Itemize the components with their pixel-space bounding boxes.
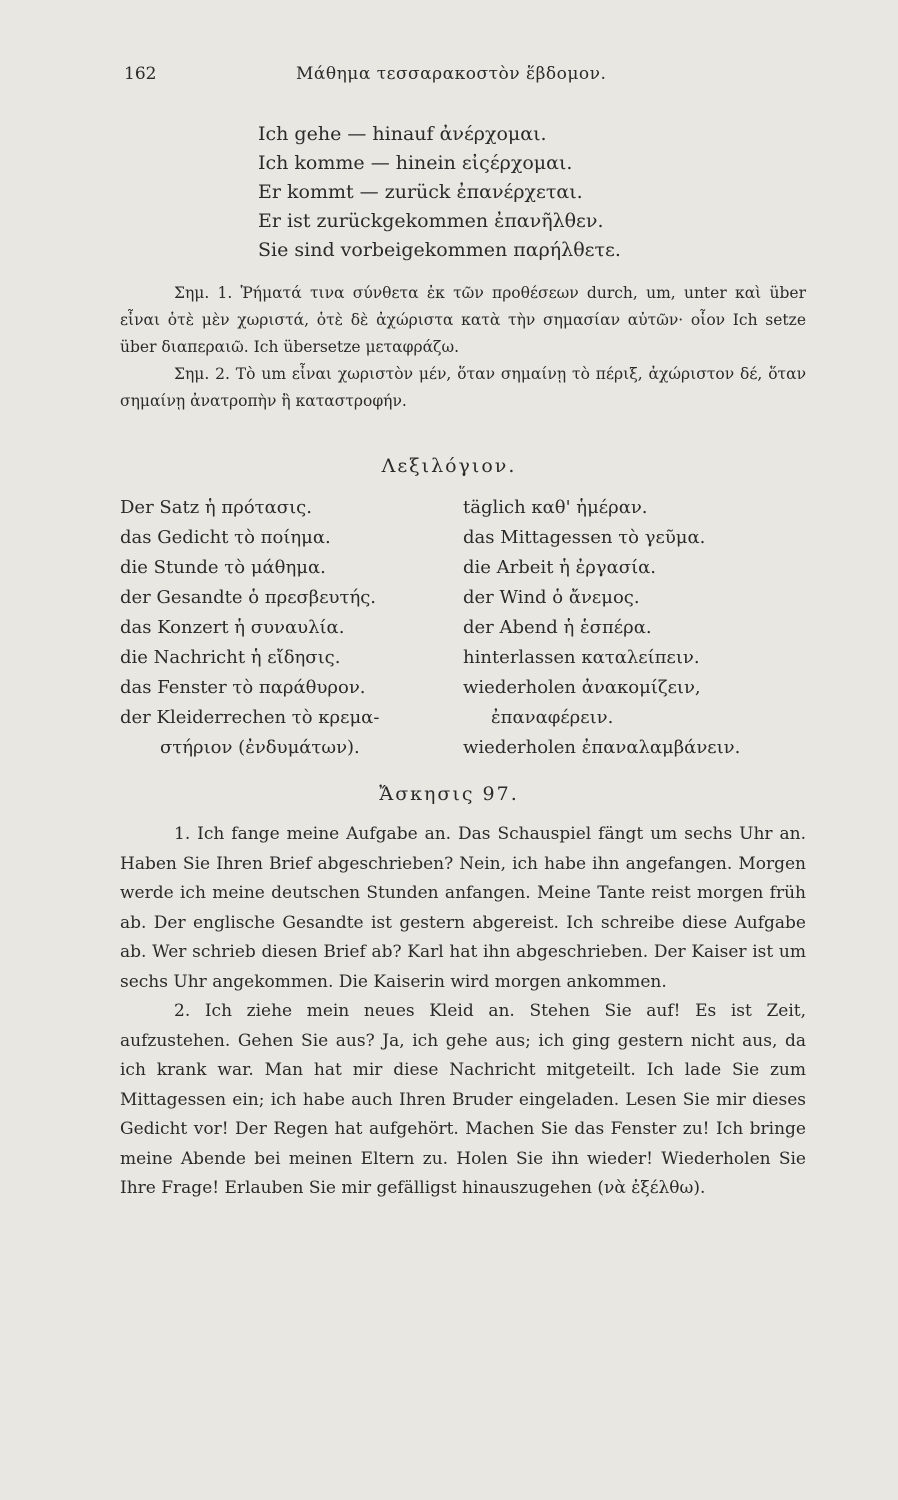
running-title: Μάθημα τεσσαρακοστὸν ἕβδομον. (296, 64, 607, 84)
note-2: Σημ. 2. Τὸ um εἶναι χωριστὸν μέν, ὅταν σημαίνῃ τὸ πέριξ, ἀχώριστον δέ, ὅταν σημαίνῃ ἀνατροπὴν ἢ καταστροφήν. (120, 365, 806, 410)
verb-examples (258, 120, 806, 265)
vocab-entry: hinterlassen καταλείπειν. (463, 647, 700, 668)
vocab-entry: wiederholen ἀνακομίζειν, (463, 677, 701, 698)
vocab-entry: wiederholen ἐπαναλαμβάνειν. (463, 737, 741, 758)
vocab-entry: das Gedicht τὸ ποίημα. (120, 527, 331, 548)
lexicon-heading: Λεξιλόγιον. (381, 455, 517, 477)
vocab-entry: der Gesandte ὁ πρεσβευτής. (120, 587, 377, 608)
vocab-entry: der Wind ὁ ἄνεμος. (463, 587, 640, 608)
verb-example: Ich gehe — hinauf ἀνέρχομαι. (258, 123, 547, 145)
vocab-entry: die Nachricht ἡ εἴδησις. (120, 647, 341, 668)
vocab-entry: der Abend ἡ ἑσπέρα. (463, 617, 652, 638)
vocabulary-column-right (463, 493, 806, 763)
exercise-text (120, 820, 806, 1204)
vocab-entry: Der Satz ἡ πρότασις. (120, 497, 312, 518)
vocab-entry-continuation: ἐπαναφέρειν. (491, 707, 614, 728)
vocab-entry: das Konzert ἡ συναυλία. (120, 617, 345, 638)
vocabulary-list (120, 493, 806, 763)
page-number: 162 (124, 64, 157, 84)
exercise-heading: Ἄσκησις 97. (379, 783, 519, 805)
vocab-entry: das Mittagessen τὸ γεῦμα. (463, 527, 706, 548)
verb-example: Er kommt — zurück ἐπανέρχεται. (258, 181, 583, 203)
vocab-entry: der Kleiderrechen τὸ κρεμα- (120, 707, 380, 728)
verb-example: Ich komme — hinein εἰςέρχομαι. (258, 152, 573, 174)
vocab-entry: das Fenster τὸ παράθυρον. (120, 677, 366, 698)
verb-example: Er ist zurückgekommen ἐπανῆλθεν. (258, 210, 604, 232)
vocab-entry: die Stunde τὸ μάθημα. (120, 557, 326, 578)
verb-example: Sie sind vorbeigekommen παρήλθετε. (258, 239, 621, 261)
vocab-entry: die Arbeit ἡ ἐργασία. (463, 557, 657, 578)
vocab-entry-continuation: στήριον (ἐνδυμάτων). (160, 737, 360, 758)
note-1: Σημ. 1. Ῥήματά τινα σύνθετα ἐκ τῶν προθέσεων durch, um, unter καὶ über εἶναι ὁτὲ μὲν χωριστά, ὁτὲ δὲ ἀχώριστα κατὰ τὴν σημασίαν αὐτῶν· οἷον Ich setze über διαπεραιῶ. Ich übersetze μεταφράζω. (120, 284, 806, 356)
vocab-entry: täglich καθ' ἡμέραν. (463, 497, 648, 518)
vocabulary-column-left (120, 493, 463, 763)
grammar-notes (120, 280, 806, 415)
exercise-paragraph-1: 1. Ich fange meine Aufgabe an. Das Schauspiel fängt um sechs Uhr an. Haben Sie Ihren Brief abgeschrieben? Nein, ich habe ihn angefangen. Morgen werde ich meine deutschen Stunden anfangen. Meine Tante reist morgen früh ab. Der englische Gesandte ist gestern abgereist. Ich schreibe diese Aufgabe ab. Wer schrieb diesen Brief ab? Karl hat ihn abgeschrieben. Der Kaiser ist um sechs Uhr angekommen. Die Kaiserin wird morgen ankommen. (120, 824, 806, 992)
exercise-paragraph-2: 2. Ich ziehe mein neues Kleid an. Stehen Sie auf! Es ist Zeit, aufzustehen. Gehen Sie aus? Ja, ich gehe aus; ich ging gestern nicht aus, da ich krank war. Man hat mir diese Nachricht mitgeteilt. Ich lade Sie zum Mittagessen ein; ich habe auch Ihren Bruder eingeladen. Lesen Sie mir dieses Gedicht vor! Der Regen hat aufgehört. Machen Sie das Fenster zu! Ich bringe meine Abende bei meinen Eltern zu. Holen Sie ihn wieder! Wiederholen Sie Ihre Frage! Erlauben Sie mir gefälligst hinauszugehen (νὰ ἐξέλθω). (120, 1001, 806, 1198)
